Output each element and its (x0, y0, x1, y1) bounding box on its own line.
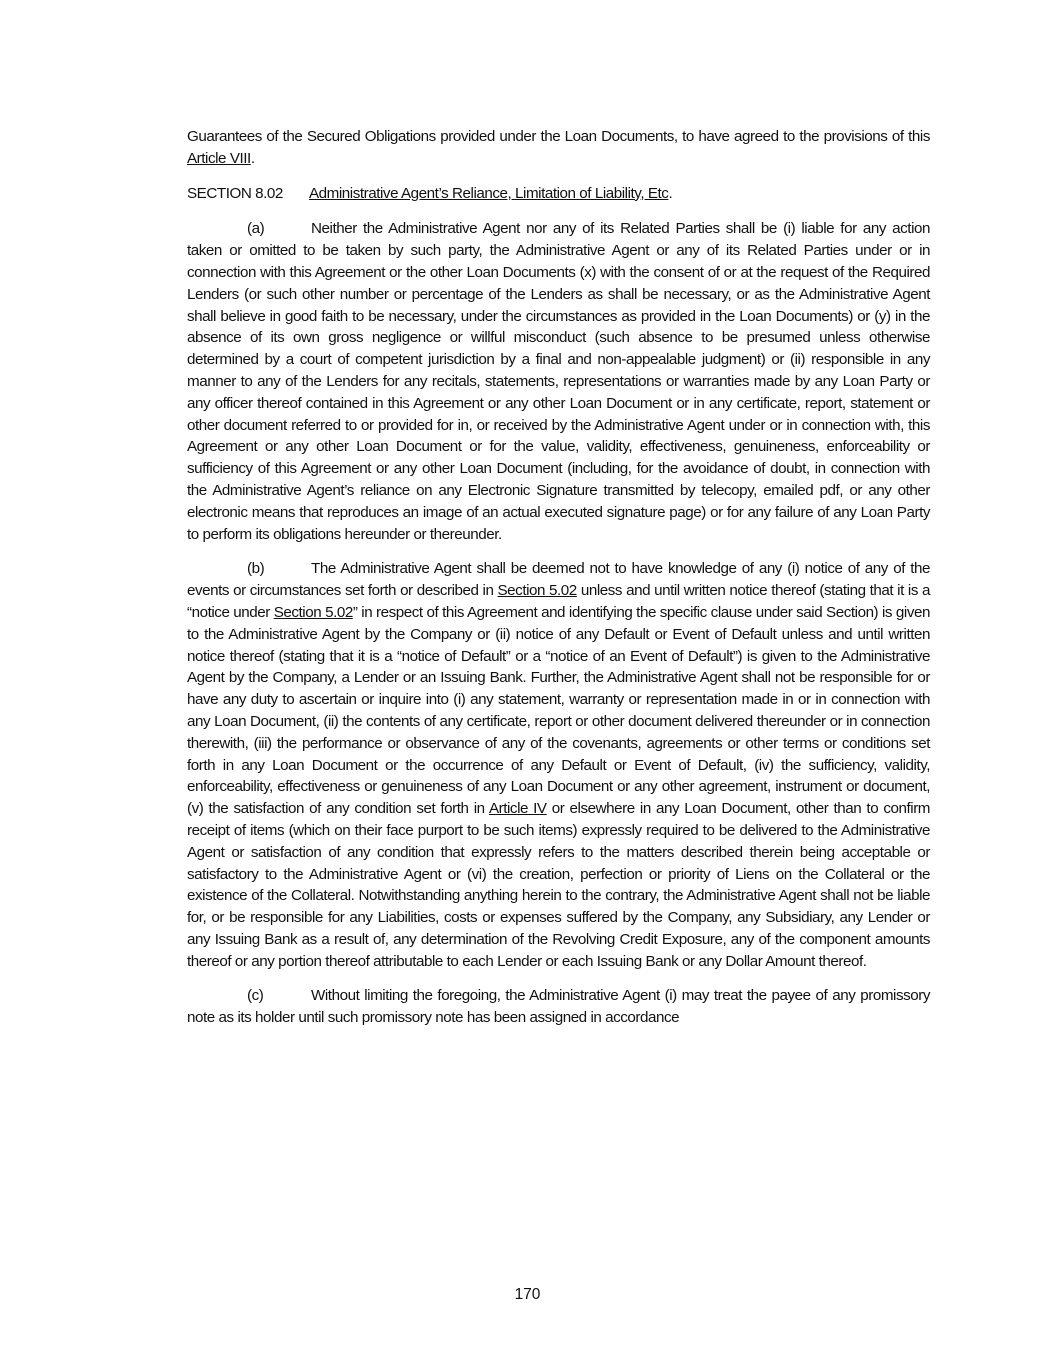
document-page (187, 126, 930, 1042)
intro-text-end: . (250, 149, 255, 167)
section-title: Administrative Agent’s Reliance, Limitation of Liability, Etc (309, 184, 669, 202)
paragraph-b-text: or elsewhere in any Loan Document, other than to confirm receipt of items (which on their face purport to be such items) expressly required to be delivered to the Administrative Agent or satisfaction of any condition that expressly refers to the matters described therein being acceptable or satisfactory to the Administrative Agent or (vi) the creation, perfection or priority of Liens on the Collateral or the existence of the Collateral. Notwithstanding anything herein to the contrary, the Administrative Agent shall not be liable for, or be responsible for any Liabilities, costs or expenses suffered by the Company, any Subsidiary, any Lender or any Issuing Bank as a result of, any determination of the Revolving Credit Exposure, any of the component amounts thereof or any portion thereof attributable to each Lender or each Issuing Bank or any Dollar Amount thereof. (187, 800, 931, 970)
article-iv-reference: Article IV (488, 800, 547, 818)
paragraph-b-label: (b) (247, 560, 265, 578)
page-number: 170 (514, 1286, 541, 1303)
section-number: SECTION 8.02 (187, 184, 283, 202)
section-title-end: . (668, 184, 673, 202)
section-5-02-reference: Section 5.02 (273, 603, 353, 621)
intro-paragraph (187, 126, 930, 170)
paragraph-a-text: Neither the Administrative Agent nor any of its Related Parties shall be (i) liable for any action taken or omitted to be taken by such party, the Administrative Agent or any of its Related Parties under or in connection with this Agreement or the other Loan Documents (x) with the consent of or at the request of the Required Lenders (or such other number or percentage of the Lenders as shall be necessary, or as the Administrative Agent shall believe in good faith to be necessary, under the circumstances as provided in the Loan Documents) or (y) in the absence of its own gross negligence or willful misconduct (such absence to be presumed unless otherwise determined by a court of competent jurisdiction by a final and non-appealable judgment) or (ii) responsible in any manner to any of the Lenders for any recitals, statements, representations or warranties made by any Loan Party or any officer thereof contained in this Agreement or any other Loan Document or in any certificate, report, statement or other document referred to or provided for in, or received by the Administrative Agent under or in connection with, this Agreement or any other Loan Document or for the value, validity, effectiveness, genuineness, enforceability or sufficiency of this Agreement or any other Loan Document (including, for the avoidance of doubt, in connection with the Administrative Agent’s reliance on any Electronic Signature transmitted by telecopy, emailed pdf, or any other electronic means that reproduces an image of an actual executed signature page) or for any failure of any Loan Party to perform its obligations hereunder or thereunder. (187, 220, 930, 543)
paragraph-c (187, 985, 930, 1029)
paragraph-a-label: (a) (247, 220, 265, 238)
paragraph-c-text: Without limiting the foregoing, the Administrative Agent (i) may treat the payee of any promissory note as its holder until such promissory note has been assigned in accordance (187, 987, 930, 1027)
section-5-02-reference: Section 5.02 (497, 582, 577, 600)
paragraph-b-text: ” in respect of this Agreement and identifying the specific clause under said Section) is given to the Administrative Agent by the Company or (ii) notice of any Default or Event of Default unless and until written notice thereof (stating that it is a “notice of Default” or a “notice of an Event of Default”) is given to the Administrative Agent by the Company, a Lender or an Issuing Bank. Further, the Administrative Agent shall not be responsible for or have any duty to ascertain or inquire into (i) any statement, warranty or representation made in or in connection with any Loan Document, (ii) the contents of any certificate, report or other document delivered thereunder or in connection therewith, (iii) the performance or observance of any of the covenants, agreements or other terms or conditions set forth in any Loan Document or the occurrence of any Default or Event of Default, (iv) the sufficiency, validity, enforceability, effectiveness or genuineness of any Loan Document or any other agreement, instrument or document, (v) the satisfaction of any condition set forth in (187, 603, 930, 818)
paragraph-b-text: unless and until written notice thereof (stating that it is a “notice under (187, 582, 930, 621)
paragraph-b (187, 558, 930, 972)
section-heading (187, 183, 930, 205)
paragraph-b-text: The Administrative Agent shall be deemed not to have knowledge of any (i) notice of any of the events or circumstances set forth or described in (187, 560, 930, 600)
paragraph-a (187, 218, 930, 545)
intro-text: Guarantees of the Secured Obligations provided under the Loan Documents, to have agreed to the provisions of this (187, 128, 930, 145)
paragraph-c-label: (c) (247, 987, 264, 1005)
article-viii-reference: Article VIII (187, 149, 251, 167)
